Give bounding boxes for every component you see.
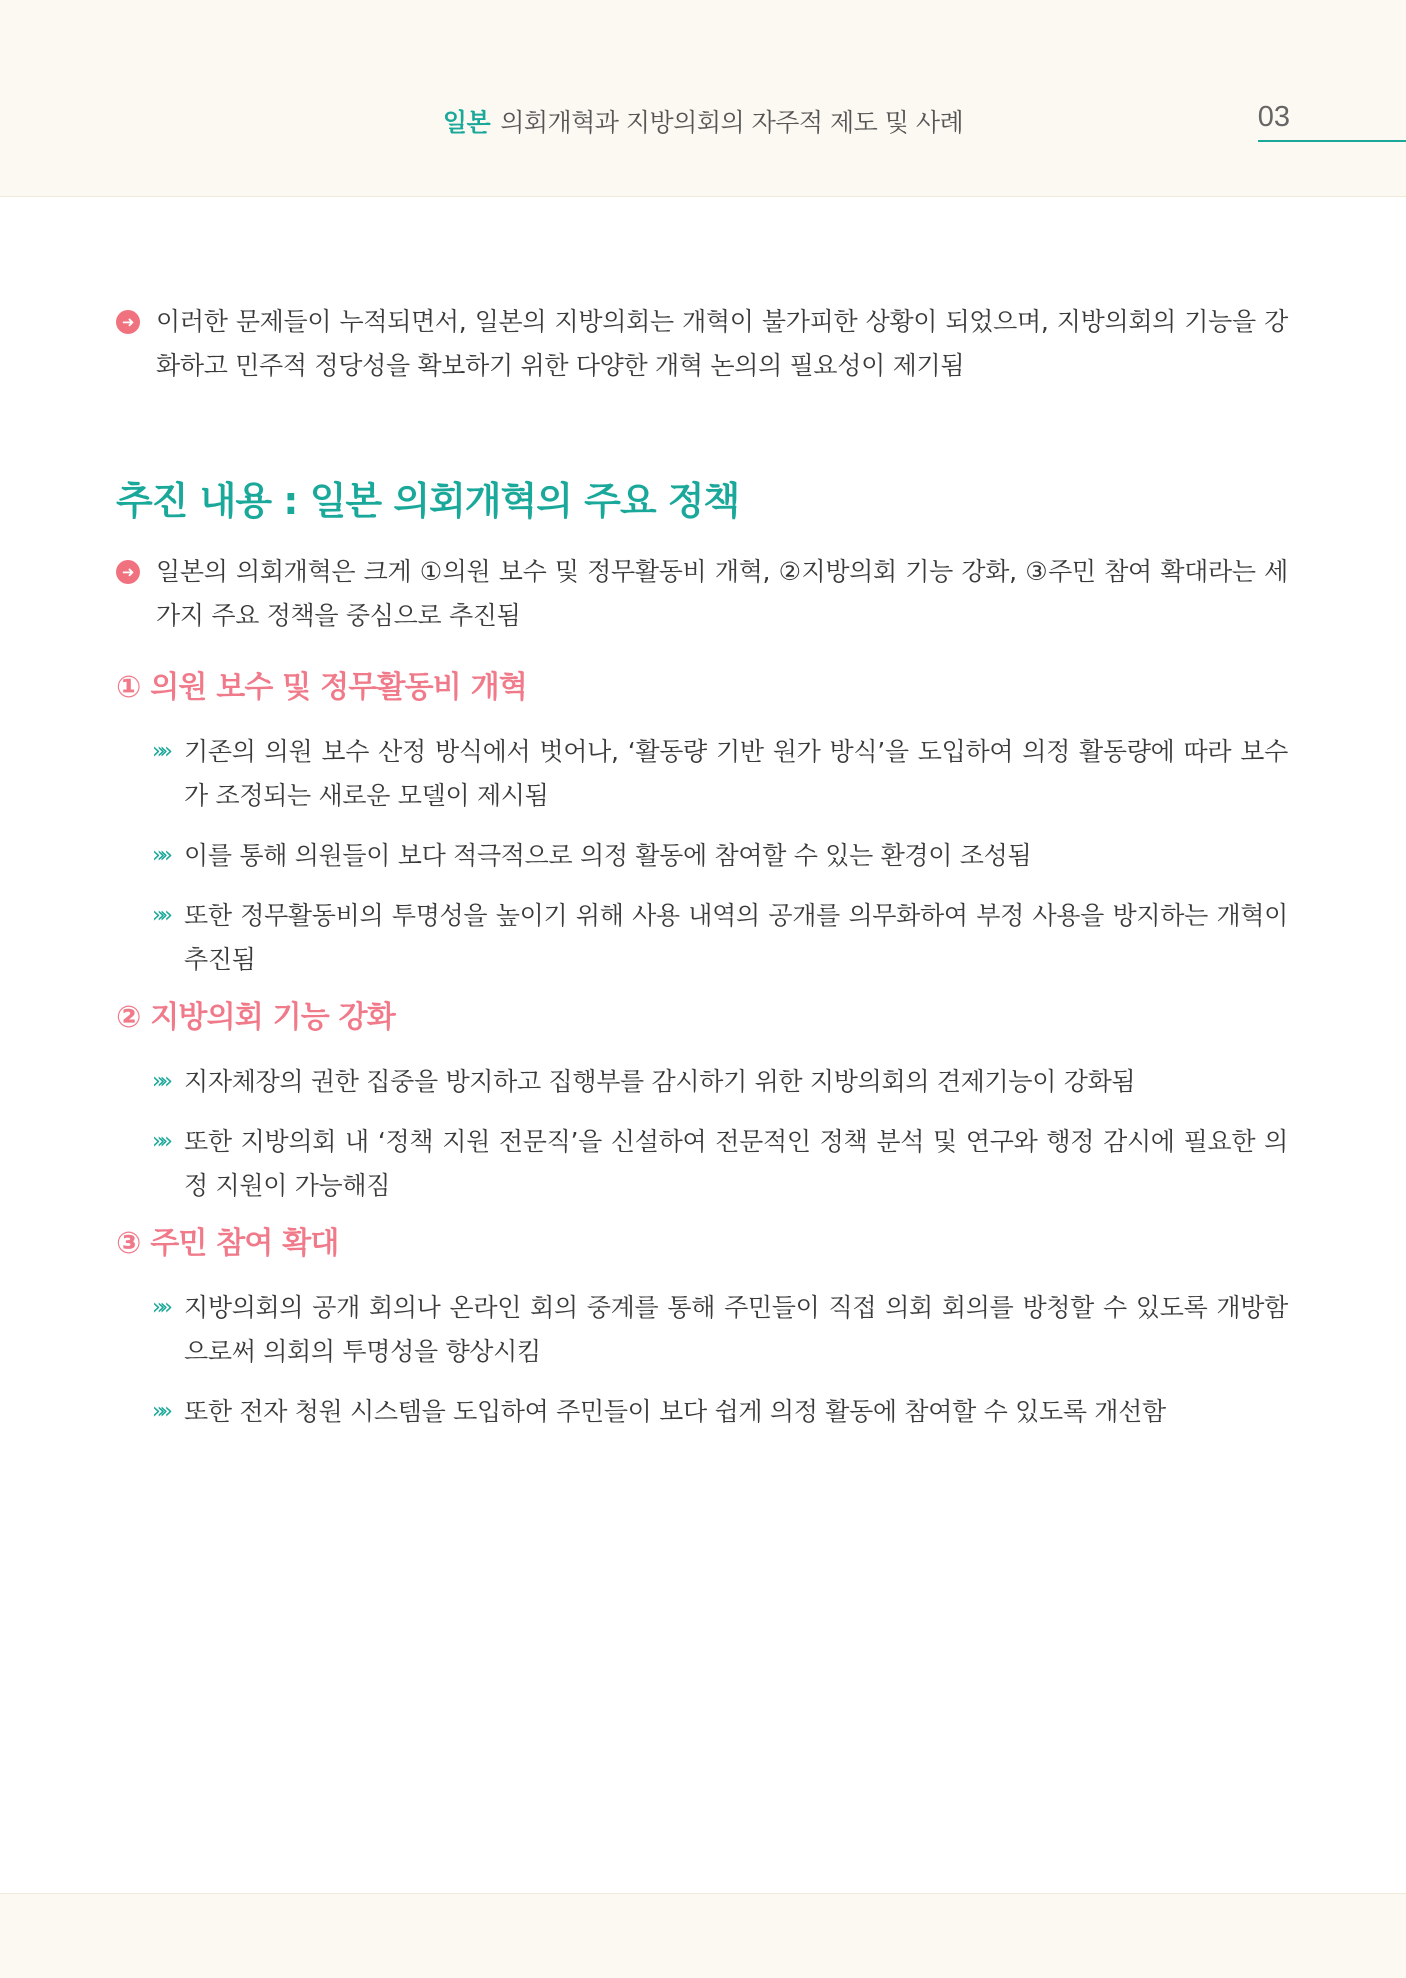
list-item bbox=[116, 730, 1288, 818]
list-item-text: 또한 전자 청원 시스템을 도입하여 주민들이 보다 쉽게 의정 활동에 참여할 수 있도록 개선함 bbox=[184, 1397, 1166, 1426]
page-content bbox=[116, 300, 1288, 1450]
subsection-title: ③ 주민 참여 확대 bbox=[116, 1226, 339, 1261]
subsection-title: ② 지방의회 기능 강화 bbox=[116, 1000, 395, 1035]
list-item bbox=[116, 1120, 1288, 1208]
arrow-right-circle-icon: ➜ bbox=[116, 560, 140, 584]
subsection-3 bbox=[116, 1224, 1288, 1434]
list-item-text: 이를 통해 의원들이 보다 적극적으로 의정 활동에 참여할 수 있는 환경이 조성됨 bbox=[184, 841, 1032, 870]
running-title-text: 의회개혁과 지방의회의 자주적 제도 및 사례 bbox=[500, 108, 964, 137]
list-item-text: 또한 정무활동비의 투명성을 높이기 위해 사용 내역의 공개를 의무화하여 부정 사용을 방지하는 개혁이 추진됨 bbox=[184, 901, 1288, 974]
double-chevron-icon: »» bbox=[152, 1399, 167, 1424]
running-title-highlight: 일본 bbox=[442, 108, 491, 137]
intro-bullet bbox=[116, 300, 1288, 388]
list-item-text: 기존의 의원 보수 산정 방식에서 벗어나, ‘활동량 기반 원가 방식’을 도입하여 의정 활동량에 따라 보수가 조정되는 새로운 모델이 제시됨 bbox=[184, 737, 1288, 810]
running-title bbox=[0, 103, 1406, 139]
arrow-right-circle-icon: ➜ bbox=[116, 310, 140, 334]
double-chevron-icon: »» bbox=[152, 1069, 167, 1094]
intro-bullet-text: 이러한 문제들이 누적되면서, 일본의 지방의회는 개혁이 불가피한 상황이 되었으며, 지방의회의 기능을 강화하고 민주적 정당성을 확보하기 위한 다양한 개혁 논의의 필요성이 제기됨 bbox=[156, 307, 1288, 380]
page-header bbox=[0, 0, 1406, 197]
section-title: 추진 내용 : 일본 의회개혁의 주요 정책 bbox=[116, 479, 740, 523]
list-item-text: 또한 지방의회 내 ‘정책 지원 전문직’을 신설하여 전문적인 정책 분석 및 연구와 행정 감시에 필요한 의정 지원이 가능해짐 bbox=[184, 1127, 1288, 1200]
double-chevron-icon: »» bbox=[152, 1129, 167, 1154]
list-item bbox=[116, 894, 1288, 982]
list-item bbox=[116, 834, 1288, 878]
double-chevron-icon: »» bbox=[152, 843, 167, 868]
list-item-text: 지자체장의 권한 집중을 방지하고 집행부를 감시하기 위한 지방의회의 견제기능이 강화됨 bbox=[184, 1067, 1136, 1096]
list-item-text: 지방의회의 공개 회의나 온라인 회의 중계를 통해 주민들이 직접 의회 회의를 방청할 수 있도록 개방함으로써 의회의 투명성을 향상시킴 bbox=[184, 1293, 1288, 1366]
list-item bbox=[116, 1390, 1288, 1434]
page-footer bbox=[0, 1893, 1406, 1978]
subsection-2 bbox=[116, 998, 1288, 1208]
double-chevron-icon: »» bbox=[152, 903, 167, 928]
section-bullet bbox=[116, 550, 1288, 638]
list-item bbox=[116, 1060, 1288, 1104]
list-item bbox=[116, 1286, 1288, 1374]
double-chevron-icon: »» bbox=[152, 739, 167, 764]
subsection-1 bbox=[116, 668, 1288, 982]
subsection-title: ① 의원 보수 및 정무활동비 개혁 bbox=[116, 670, 527, 705]
section-bullet-text: 일본의 의회개혁은 크게 ①의원 보수 및 정무활동비 개혁, ②지방의회 기능 강화, ③주민 참여 확대라는 세 가지 주요 정책을 중심으로 추진됨 bbox=[156, 557, 1288, 630]
double-chevron-icon: »» bbox=[152, 1295, 167, 1320]
page-number-rule bbox=[1258, 140, 1406, 142]
page-number: 03 bbox=[1257, 101, 1290, 133]
